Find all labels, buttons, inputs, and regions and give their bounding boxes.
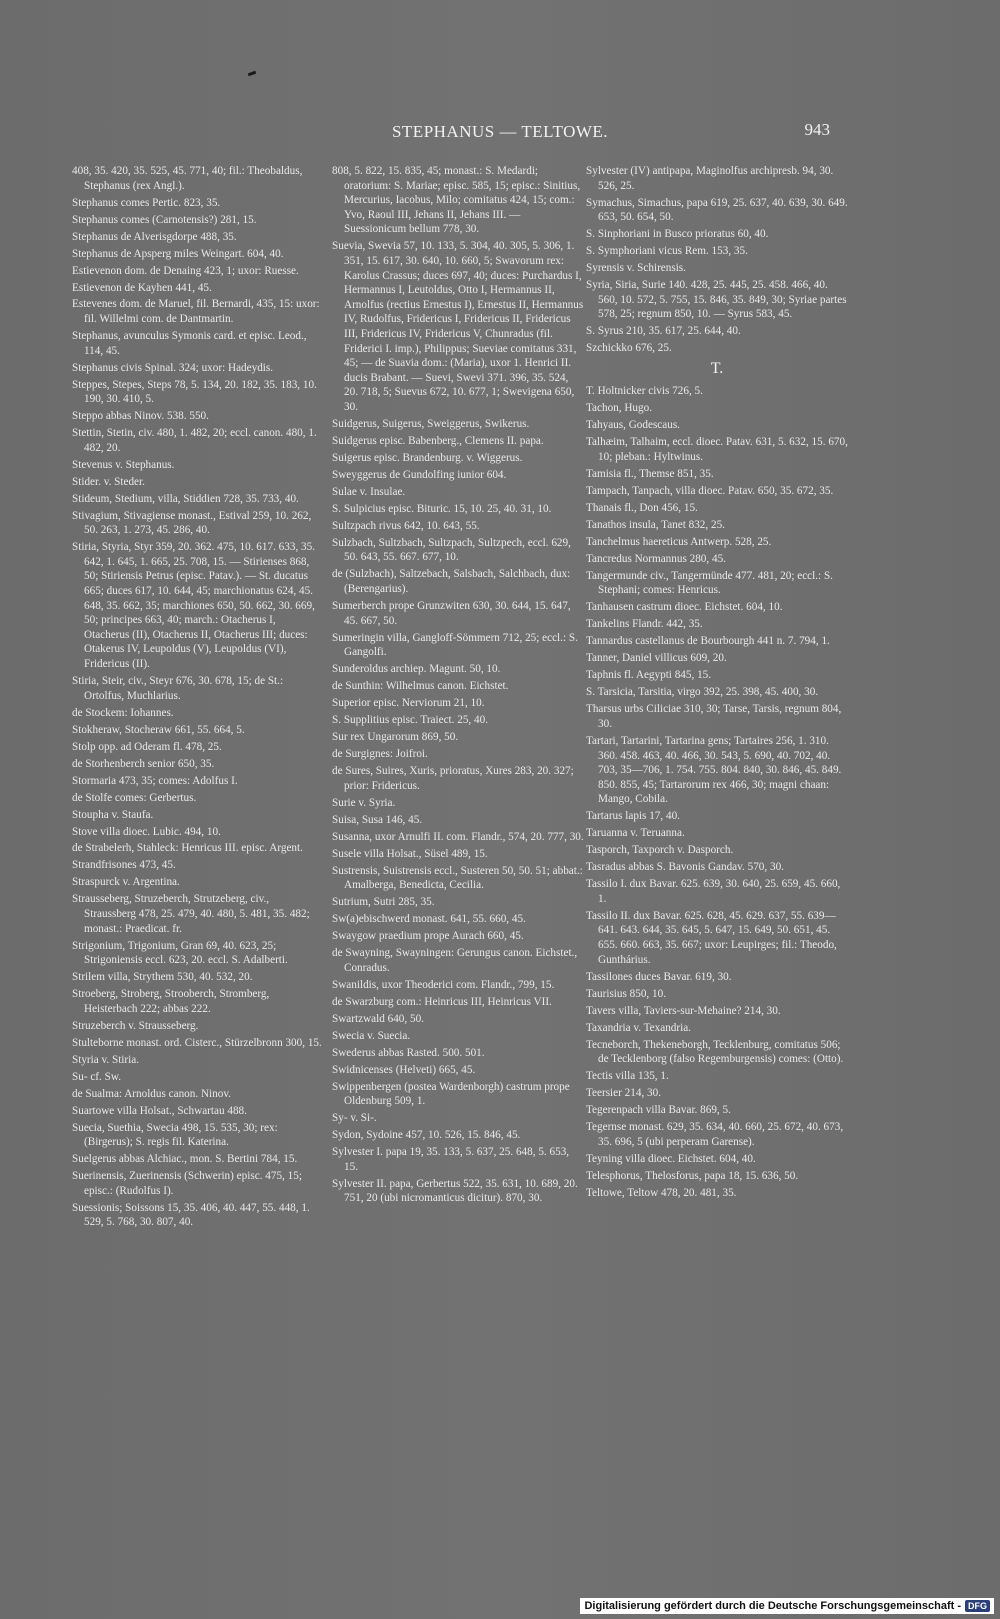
index-entry: Suerinensis, Zuerinensis (Schwerin) episc. 475, 15; episc.: (Rudolfus I). — [72, 1170, 302, 1197]
index-entry: Stiria, Steir, civ., Steyr 676, 30. 678, 15; de St.: Ortolfus, Muchlarius. — [72, 675, 284, 702]
index-entry: Taxandria v. Texandria. — [586, 1021, 691, 1034]
index-entry: S. Sinphoriani in Busco prioratus 60, 40. — [586, 228, 769, 241]
index-entry: 808, 5. 822, 15. 835, 45; monast.: S. Medardi; oratorium: S. Mariae; episc. 585, 15; episc.: Sinitius, Mercurius, Iacobus, Milo; comitatus 424, 15; com.: Yvo, Raoul III, Jehans II, Jehans III. — Suessionicum bellum 778, 30. — [332, 165, 581, 236]
index-entry: Taruanna v. Teruanna. — [586, 827, 685, 840]
index-entry: Tasporch, Taxporch v. Dasporch. — [586, 844, 734, 857]
index-entry: Stolp opp. ad Oderam fl. 478, 25. — [72, 740, 222, 753]
index-entry: Sy- v. Si-. — [332, 1112, 377, 1125]
index-entry: Sumeringin villa, Gangloff-Sömmern 712, 25; eccl.: S. Gangolfi. — [332, 631, 578, 659]
index-entry: Sylvester I. papa 19, 35. 133, 5. 637, 25. 648, 5. 653, 15. — [332, 1146, 570, 1173]
index-entry: Stephanus, avunculus Symonis card. et episc. Leod., 114, 45. — [72, 330, 307, 357]
index-entry: 408, 35. 420, 35. 525, 45. 771, 40; fil.: Theobaldus, Stephanus (rex Angl.). — [72, 165, 303, 192]
index-entry: Stider. v. Steder. — [72, 475, 145, 488]
index-entry: de Sualma: Arnoldus canon. Ninov. — [72, 1087, 231, 1100]
footer-text: Digitalisierung gefördert durch die Deutsche Forschungsgemeinschaft - — [584, 1600, 961, 1612]
index-entry: Sulae v. Insulae. — [332, 485, 406, 498]
index-entry: Strigonium, Trigonium, Gran 69, 40. 623, 25; Strigoniensis eccl. 623, 20. eccl. S. Adalberti. — [72, 939, 288, 967]
index-entry: Swederus abbas Rasted. 500. 501. — [332, 1046, 485, 1059]
index-entry: Stephanus comes (Carnotensis?) 281, 15. — [72, 213, 257, 226]
index-entry: Sylvester (IV) antipapa, Maginolfus archipresb. 94, 30. 526, 25. — [586, 165, 834, 192]
index-entry: Tachon, Hugo. — [586, 402, 653, 415]
index-entry: Suecia, Suethia, Swecia 498, 15. 535, 30; rex: (Birgerus); S. regis fil. Katerina. — [72, 1121, 278, 1149]
index-entry: Teyning villa dioec. Eichstet. 604, 40. — [586, 1152, 756, 1165]
index-entry: Stiria, Styria, Styr 359, 20. 362. 475, 10. 617. 633, 35. 642, 1. 645, 1. 665, 25. 708, 15. — Stirienses 868, 50; Stiriensis Petrus (episc. Patav.). — St. ducatus 665; duces 617, 10. 644, 45; marchionatus 624, 45. 648, 35. 662, 35; marchiones 650, 50. 662, 30. 669, 50; principes 663, 40; march.: Otacherus I, Otacherus (II), Otacherus II, Otacherus III; duces: Otakerus IV, Leupoldus (V), Leupoldus (VI), Fridericus (II). — [72, 541, 316, 671]
index-entry: Swaygow praedium prope Aurach 660, 45. — [332, 930, 524, 943]
index-entry: Stephanus comes Pertic. 823, 35. — [72, 196, 221, 209]
index-entry: Taurisius 850, 10. — [586, 987, 667, 1000]
index-entry: Swidnicenses (Helveti) 665, 45. — [332, 1063, 476, 1076]
index-entry: de Swayning, Swayningen: Gerungus canon. Eichstet., Conradus. — [332, 947, 578, 974]
index-entry: Straspurck v. Argentina. — [72, 876, 180, 889]
index-entry: Swippenbergen (postea Wardenborgh) castrum prope Oldenburg 509, 1. — [332, 1080, 570, 1108]
index-entry: Syria, Siria, Surie 140. 428, 25. 445, 25. 458. 466, 40. 560, 10. 572, 5. 755, 15. 846, 35. 849, 30; Syriae partes 578, 25; regnum 850, 10. — Syrus 583, 45. — [586, 279, 847, 321]
section-letter-heading: T. — [710, 359, 724, 377]
index-entry: Tharsus urbs Ciliciae 310, 30; Tarse, Tarsis, regnum 804, 30. — [586, 703, 842, 730]
index-entry: Sweyggerus de Gundolfing iunior 604. — [332, 468, 507, 481]
index-entry: Tassilo I. dux Bavar. 625. 639, 30. 640, 25. 659, 45. 660, 1. — [586, 878, 841, 905]
index-entry: Talhæim, Talhaim, eccl. dioec. Patav. 631, 5. 632, 15. 670, 10; pleban.: Hyltwinus. — [586, 436, 848, 463]
index-entry: Tankelins Flandr. 442, 35. — [586, 618, 703, 631]
index-entry: Swartzwald 640, 50. — [332, 1012, 424, 1025]
index-entry: Susanna, uxor Arnulfi II. com. Flandr., 574, 20. 777, 30. — [332, 830, 584, 843]
index-column-3 — [586, 164, 848, 1203]
index-entry: de Swarzburg com.: Heinricus III, Heinricus VII. — [332, 995, 552, 1008]
index-entry: Tecneborch, Thekeneborgh, Tecklenburg, comitatus 506; de Tecklenborg (falso Regemburgensis) comes: (Otto). — [586, 1038, 844, 1066]
index-entry: Suessionis; Soissons 15, 35. 406, 40. 447, 55. 448, 1. 529, 5. 768, 30. 807, 40. — [72, 1201, 310, 1229]
index-entry: Sultzpach rivus 642, 10. 643, 55. — [332, 519, 480, 532]
running-title: STEPHANUS — TELTOWE. — [391, 122, 609, 141]
index-entry: Suevia, Swevia 57, 10. 133, 5. 304, 40. 305, 5. 306, 1. 351, 15. 617, 30. 640, 10. 660, 5; Swavorum rex: Karolus Crassus; duces 697, 40; duces: Purchardus I, Hermannus I, Leutoldus, Otto I, Hermannus II, Arnolfus (rectius Ernestus I), Ernestus II, Hermannus IV, Rudolfus, Fridericus I, Fridericus II, Fridericus III, Fridericus IV, Fridericus V, Chunradus (fil. Friderici I. imp.), Philippus; Sueviae comitatus 331, 45; — de Suavia dom.: (Maria), uxor 1. Henrici II. ducis Brabant. — Suevi, Swevi 371. 396, 35. 524, 20. 718, 5; Suevus 672, 10. 677, 1; Swevigena 650, 30. — [332, 240, 584, 413]
index-entry: S. Sulpicius episc. Bituric. 15, 10. 25, 40. 31, 10. — [332, 502, 552, 515]
index-entry: Stideum, Stedium, villa, Stiddien 728, 35. 733, 40. — [72, 492, 299, 505]
index-entry: Tegerenpach villa Bavar. 869, 5. — [586, 1104, 731, 1117]
index-column-2 — [332, 164, 584, 1208]
index-entry: Swanildis, uxor Theoderici com. Flandr., 799, 15. — [332, 978, 555, 991]
index-entry: Tasradus abbas S. Bavonis Gandav. 570, 30. — [586, 861, 784, 874]
index-entry: Sunderoldus archiep. Magunt. 50, 10. — [332, 663, 501, 676]
dfg-logo: DFG — [965, 1600, 990, 1612]
ink-mark — [248, 71, 257, 77]
index-entry: Tegernse monast. 629, 35. 634, 40. 660, 25. 672, 40. 673, 35. 696, 5 (ubi perperam Garense). — [586, 1121, 844, 1148]
index-entry: Surie v. Syria. — [332, 796, 396, 809]
footer-credit — [580, 1598, 994, 1614]
page-number: 943 — [804, 120, 830, 139]
index-entry: Sustrensis, Suistrensis eccl., Susteren 50, 50. 51; abbat.: Amalberga, Benedicta, Cecilia. — [332, 864, 583, 892]
index-entry: Sydon, Sydoine 457, 10. 526, 15. 846, 45. — [332, 1129, 521, 1142]
index-entry: Tanathos insula, Tanet 832, 25. — [586, 518, 725, 531]
index-entry: Thanais fl., Don 456, 15. — [586, 501, 698, 514]
index-entry: Stephanus de Apsperg miles Weingart. 604, 40. — [72, 247, 284, 260]
index-entry: Tahyaus, Godescaus. — [586, 419, 680, 432]
index-entry: Tamisia fl., Themse 851, 35. — [586, 467, 714, 480]
index-entry: Susele villa Holsat., Süsel 489, 15. — [332, 847, 488, 860]
index-entry: Sylvester II. papa, Gerbertus 522, 35. 631, 10. 689, 20. 751, 20 (ubi nicromanticus dicitur). 870, 30. — [332, 1177, 578, 1205]
index-entry: Superior episc. Nerviorum 21, 10. — [332, 697, 485, 710]
index-entry: Tampach, Tanpach, villa dioec. Patav. 650, 35. 672, 35. — [586, 484, 834, 497]
index-entry: Estievenon dom. de Denaing 423, 1; uxor: Ruesse. — [72, 264, 299, 277]
index-entry: Su- cf. Sw. — [72, 1070, 121, 1083]
index-entry: de Storhenberch senior 650, 35. — [72, 757, 215, 770]
index-entry: Strilem villa, Strythem 530, 40. 532, 20. — [72, 971, 253, 984]
index-entry: Sw(a)ebischwerd monast. 641, 55. 660, 45. — [332, 913, 526, 926]
index-entry: Tassilones duces Bavar. 619, 30. — [586, 970, 732, 983]
index-entry: Stevenus v. Stephanus. — [72, 458, 175, 471]
index-entry: T. Holtnicker civis 726, 5. — [586, 385, 703, 398]
index-entry: Stoupha v. Staufa. — [72, 808, 154, 821]
index-entry: Stormaria 473, 35; comes: Adolfus I. — [72, 774, 238, 787]
index-entry: de Sunthin: Wilhelmus canon. Eichstet. — [332, 680, 509, 693]
index-entry: Stove villa dioec. Lubic. 494, 10. — [72, 825, 221, 838]
index-entry: de Surgignes: Joifroi. — [332, 748, 428, 760]
index-entry: S. Tarsicia, Tarsitia, virgo 392, 25. 398, 45. 400, 30. — [586, 686, 819, 699]
index-entry: Tartari, Tartarini, Tartarina gens; Tartaires 256, 1. 310. 360. 458. 463, 40. 466, 30. 543, 5. 690, 40. 702, 40. 703, 35—706, 1. 754. 755. 804. 840, 30. 846, 45. 849. 850. 855, 45; Tartarorum rex 466, 30; magni chaan: Mango, Cobila. — [586, 734, 842, 806]
index-entry: Suisa, Susa 146, 45. — [332, 813, 423, 826]
index-entry: Stettin, Stetin, civ. 480, 1. 482, 20; eccl. canon. 480, 1. 482, 20. — [72, 427, 317, 454]
index-entry: Tanchelmus haereticus Antwerp. 528, 25. — [586, 535, 772, 548]
index-entry: Stokheraw, Stocheraw 661, 55. 664, 5. — [72, 723, 245, 736]
index-entry: S. Syrus 210, 35. 617, 25. 644, 40. — [586, 325, 741, 338]
index-entry: Steppes, Stepes, Steps 78, 5. 134, 20. 182, 35. 183, 10. 190, 30. 410, 5. — [72, 378, 317, 406]
index-entry: Tancredus Normannus 280, 45. — [586, 552, 726, 565]
index-entry: Suidgerus, Suigerus, Sweiggerus, Swikerus. — [332, 417, 530, 430]
index-entry: Stroeberg, Stroberg, Strooberch, Stromberg, Heisterbach 222; abbas 222. — [72, 988, 270, 1015]
index-entry: S. Supplitius episc. Traiect. 25, 40. — [332, 714, 489, 727]
index-entry: Stivagium, Stivagiense monast., Estival 259, 10. 262, 50. 263, 1. 273, 45. 286, 40. — [72, 509, 312, 537]
index-entry: Teltowe, Teltow 478, 20. 481, 35. — [586, 1186, 737, 1199]
index-entry: Symachus, Simachus, papa 619, 25. 637, 40. 639, 30. 649. 653, 50. 654, 50. — [586, 196, 848, 224]
index-entry: Tanhausen castrum dioec. Eichstet. 604, 10. — [586, 601, 783, 614]
index-entry: Styria v. Stiria. — [72, 1053, 140, 1066]
index-entry: Tassilo II. dux Bavar. 625. 628, 45. 629. 637, 55. 639—641. 643. 644, 35. 645, 5. 647, 15. 649, 50. 651, 45. 655. 660. 663, 35. 667; uxor: Leupirges; fil.: Theodo, Gunthárius. — [586, 909, 837, 966]
index-entry: Tanner, Daniel villicus 609, 20. — [586, 652, 727, 665]
index-entry: Sumerberch prope Grunzwiten 630, 30. 644, 15. 647, 45. 667, 50. — [332, 599, 571, 627]
index-entry: Syrensis v. Schirensis. — [586, 262, 686, 275]
index-entry: Stephanus de Alverisgdorpe 488, 35. — [72, 230, 237, 243]
page-header — [0, 122, 1000, 148]
index-entry: Tavers villa, Taviers-sur-Mehaine? 214, 30. — [586, 1004, 781, 1017]
index-entry: de (Sulzbach), Saltzebach, Salsbach, Salchbach, dux: (Berengarius). — [332, 568, 571, 595]
index-entry: Sutrium, Sutri 285, 35. — [332, 896, 435, 909]
index-entry: Sulzbach, Sultzbach, Sultzpach, Sultzpech, eccl. 629, 50. 643, 55. 667. 677, 10. — [332, 536, 571, 564]
index-entry: Suigerus episc. Brandenburg. v. Wiggerus. — [332, 451, 523, 464]
index-entry: Tangermunde civ., Tangermünde 477. 481, 20; eccl.: S. Stephani; comes: Henricus. — [586, 569, 833, 597]
index-entry: Suartowe villa Holsat., Schwartau 488. — [72, 1104, 247, 1117]
index-entry: Telesphorus, Thelosforus, papa 18, 15. 636, 50. — [586, 1169, 799, 1182]
index-entry: Swecia v. Suecia. — [332, 1029, 411, 1042]
index-entry: Suidgerus episc. Babenberg., Clemens II. papa. — [332, 434, 544, 447]
index-entry: Tartarus lapis 17, 40. — [586, 810, 680, 823]
index-entry: Teersier 214, 30. — [586, 1087, 662, 1100]
index-entry: Taphnis fl. Aegypti 845, 15. — [586, 669, 712, 682]
index-entry: Szchickko 676, 25. — [586, 342, 672, 355]
index-entry: Tectis villa 135, 1. — [586, 1070, 669, 1083]
index-entry: Estevenes dom. de Maruel, fil. Bernardi, 435, 15: uxor: fil. Willelmi com. de Dantmartin. — [72, 298, 320, 326]
index-entry: Steppo abbas Ninov. 538. 550. — [72, 410, 209, 423]
index-entry: Strausseberg, Struzeberch, Strutzeberg, civ., Straussberg 478, 25. 479, 40. 480, 5. 481, 35. 482; monast.: Praedicat. fr. — [72, 893, 310, 935]
index-entry: Sur rex Ungarorum 869, 50. — [332, 731, 459, 744]
index-entry: de Sures, Suires, Xuris, prioratus, Xures 283, 20. 327; prior: Fridericus. — [332, 764, 574, 792]
index-entry: Suelgerus abbas Alchiac., mon. S. Bertini 784, 15. — [72, 1153, 298, 1166]
index-entry: Strandfrisones 473, 45. — [72, 859, 176, 872]
index-entry: de Strabelerh, Stahleck: Henricus III. episc. Argent. — [72, 842, 303, 855]
index-entry: Stulteborne monast. ord. Cisterc., Stürzelbronn 300, 15. — [72, 1036, 322, 1049]
index-entry: Estievenon de Kayhen 441, 45. — [72, 281, 212, 294]
index-column-1 — [72, 164, 322, 1232]
index-entry: Struzeberch v. Strausseberg. — [72, 1019, 199, 1032]
index-entry: de Stolfe comes: Gerbertus. — [72, 791, 197, 804]
index-entry: S. Symphoriani vicus Rem. 153, 35. — [586, 245, 748, 258]
index-entry: Stephanus civis Spinal. 324; uxor: Hadeydis. — [72, 361, 274, 374]
index-entry: de Stockem: Iohannes. — [72, 706, 174, 719]
index-entry: Tannardus castellanus de Bourbourgh 441 n. 7. 794, 1. — [586, 635, 830, 648]
